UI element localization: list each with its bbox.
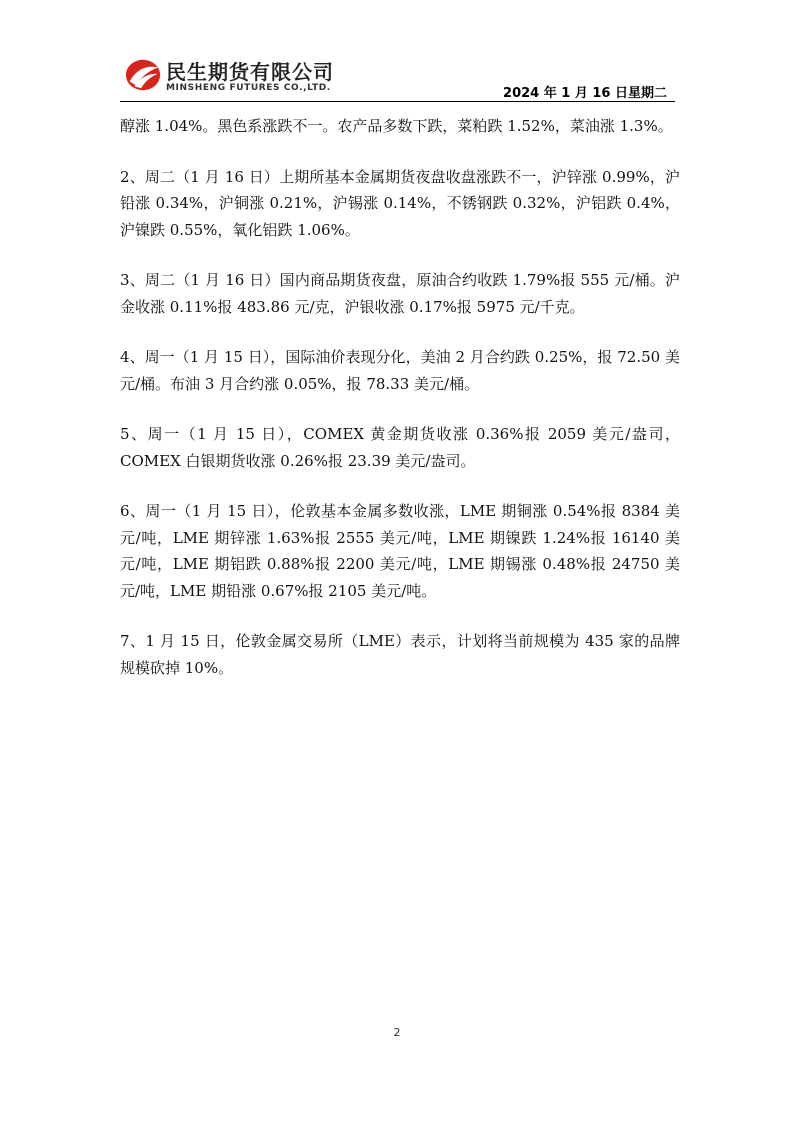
company-name-en: MINSHENG FUTURES CO.,LTD. bbox=[166, 83, 331, 93]
paragraph-base-metals-night: 2、周二（1 月 16 日）上期所基本金属期货夜盘收盘涨跌不一，沪锌涨 0.99%，沪铅涨 0.34%，沪铜涨 0.21%，沪锡涨 0.14%，不锈钢跌 0.32%，沪铝跌 0.4%，沪镍跌 0.55%，氧化铝跌 1.06%。 bbox=[120, 167, 680, 239]
paragraph-comex: 5、周一（1 月 15 日），COMEX 黄金期货收涨 0.36%报 2059 美元/盎司，COMEX 白银期货收涨 0.26%报 23.39 美元/盎司。 bbox=[120, 425, 680, 470]
paragraph-lme-metals: 6、周一（1 月 15 日），伦敦基本金属多数收涨，LME 期铜涨 0.54%报 8384 美元/吨，LME 期锌涨 1.63%报 2555 美元/吨，LME 期镍跌 1.24%报 16140 美元/吨，LME 期铝跌 0.88%报 2200 美元/吨，LME 期锡涨 0.48%报 24750 美元/吨，LME 期铅涨 0.67%报 2105 美元/吨。 bbox=[120, 502, 680, 600]
paragraph-continued: 醇涨 1.04%。黑色系涨跌不一。农产品多数下跌，菜粕跌 1.52%，菜油涨 1.3%。 bbox=[120, 117, 673, 135]
paragraph-lme-brands: 7、1 月 15 日，伦敦金属交易所（LME）表示，计划将当前规模为 435 家的品牌规模砍掉 10%。 bbox=[120, 632, 680, 677]
report-body bbox=[120, 113, 680, 705]
company-logo bbox=[120, 54, 365, 98]
paragraph-oil-prices: 4、周一（1 月 15 日），国际油价表现分化，美油 2 月合约跌 0.25%，报 72.50 美元/桶。布油 3 月合约涨 0.05%，报 78.33 美元/桶。 bbox=[120, 348, 680, 393]
page-number: 2 bbox=[393, 1026, 401, 1039]
header-divider bbox=[120, 101, 675, 102]
page-header bbox=[120, 54, 675, 102]
paragraph-domestic-night: 3、周二（1 月 16 日）国内商品期货夜盘，原油合约收跌 1.79%报 555 元/桶。沪金收涨 0.11%报 483.86 元/克，沪银收涨 0.17%报 5975 元/千克。 bbox=[120, 271, 680, 316]
minsheng-logo-icon bbox=[124, 56, 162, 94]
company-name-cn: 民生期货有限公司 bbox=[166, 60, 334, 84]
report-date: 2024 年 1 月 16 日星期二 bbox=[503, 86, 667, 101]
